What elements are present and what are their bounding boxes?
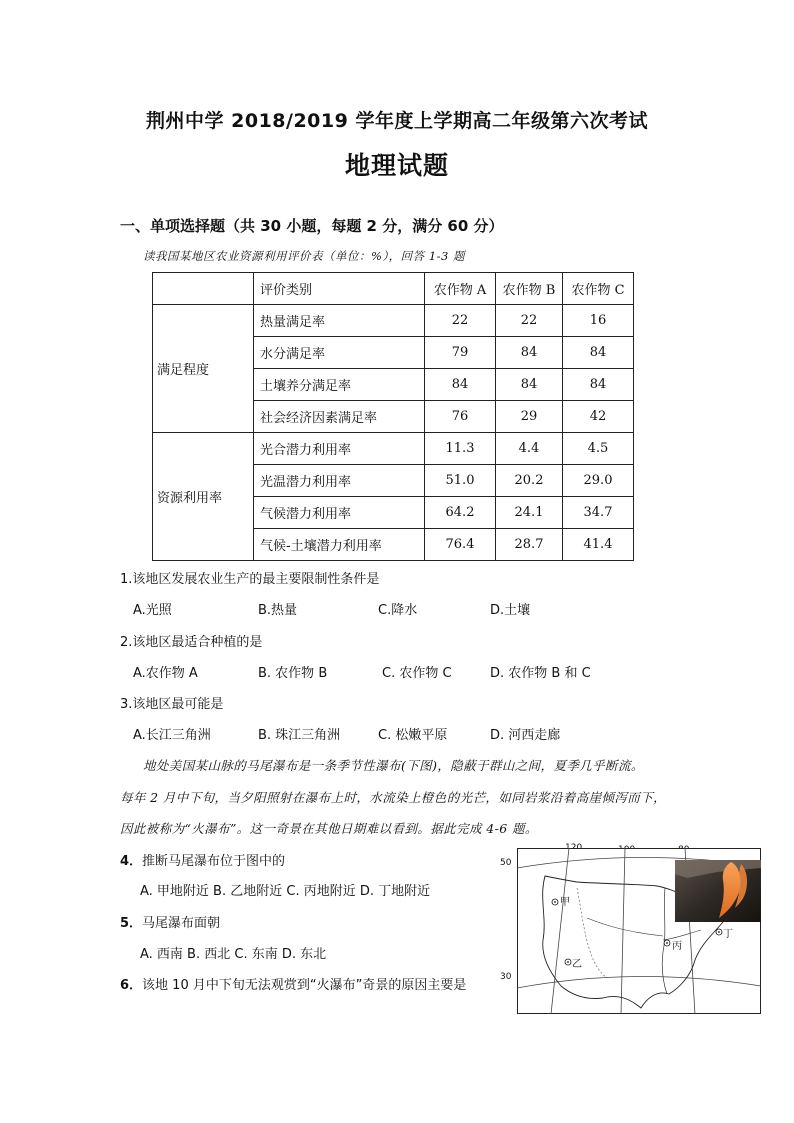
subject-title: 地理试题 <box>344 151 449 180</box>
evaluation-table <box>152 272 634 561</box>
row-label: 光合潜力利用率 <box>254 433 425 465</box>
table-cell: 84 <box>563 369 634 401</box>
table-header-cell: 农作物 C <box>563 273 634 305</box>
section-heading: 一、单项选择题（共 30 小题，每题 2 分，满分 60 分） <box>120 217 504 235</box>
row-label: 气候-土壤潜力利用率 <box>254 529 425 561</box>
place-label-yi: 乙 <box>572 959 582 970</box>
passage-line-1: 地处美国某山脉的马尾瀑布是一条季节性瀑布(下图)，隐蔽于群山之间，夏季几乎断流。 <box>143 758 644 773</box>
table-cell: 11.3 <box>425 433 496 465</box>
table-cell: 24.1 <box>496 497 563 529</box>
q3-option-d[interactable]: D. 河西走廊 <box>490 728 561 743</box>
row-label: 气候潜力利用率 <box>254 497 425 529</box>
table-cell: 29 <box>496 401 563 433</box>
question-6-text: 该地 10 月中下旬无法观赏到“火瀑布”奇景的原因主要是 <box>142 978 467 993</box>
table-row <box>153 433 634 465</box>
table-cell: 22 <box>496 305 563 337</box>
question-1-stem: 1.该地区发展农业生产的最主要限制性条件是 <box>120 572 380 587</box>
table-cell: 51.0 <box>425 465 496 497</box>
table-cell: 84 <box>563 337 634 369</box>
q2-option-b[interactable]: B. 农作物 B <box>258 666 328 681</box>
table-cell: 42 <box>563 401 634 433</box>
table-cell: 84 <box>496 337 563 369</box>
table-cell: 4.5 <box>563 433 634 465</box>
table-cell: 41.4 <box>563 529 634 561</box>
table-header-cell: 评价类别 <box>254 273 425 305</box>
q2-option-d[interactable]: D. 农作物 B 和 C <box>490 666 591 681</box>
table-cell: 20.2 <box>496 465 563 497</box>
table-cell: 76.4 <box>425 529 496 561</box>
question-4-text: 推断马尾瀑布位于图中的 <box>142 854 286 869</box>
row-label: 水分满足率 <box>254 337 425 369</box>
row-label: 土壤养分满足率 <box>254 369 425 401</box>
table-cell: 22 <box>425 305 496 337</box>
table-cell: 29.0 <box>563 465 634 497</box>
table-intro: 读我国某地区农业资源利用评价表（单位：%），回答 1-3 题 <box>143 249 466 263</box>
table-header-cell: 农作物 B <box>496 273 563 305</box>
table-cell: 4.4 <box>496 433 563 465</box>
question-5-stem <box>120 912 220 931</box>
q1-option-a[interactable]: A.光照 <box>133 603 172 618</box>
place-label-jia: 甲 <box>560 897 570 908</box>
q2-option-a[interactable]: A.农作物 A <box>133 666 198 681</box>
table-corner-cell <box>153 273 254 305</box>
exam-title: 荆州中学 2018/2019 学年度上学期高二年级第六次考试 <box>146 110 648 132</box>
table-cell: 28.7 <box>496 529 563 561</box>
table-cell: 34.7 <box>563 497 634 529</box>
table-row <box>153 305 634 337</box>
group-label: 满足程度 <box>153 305 254 433</box>
q1-option-c[interactable]: C.降水 <box>378 603 418 618</box>
question-5-text: 马尾瀑布面朝 <box>142 916 221 931</box>
q3-option-b[interactable]: B. 珠江三角洲 <box>258 728 341 743</box>
table-cell: 79 <box>425 337 496 369</box>
question-4-stem <box>120 850 285 869</box>
question-6-stem <box>120 974 466 993</box>
horsetail-fall-photo <box>675 860 761 922</box>
table-header-cell: 农作物 A <box>425 273 496 305</box>
q1-option-b[interactable]: B.热量 <box>258 603 298 618</box>
q2-option-c[interactable]: C. 农作物 C <box>382 666 452 681</box>
row-label: 热量满足率 <box>254 305 425 337</box>
passage-line-2: 每年 2 月中下旬，当夕阳照射在瀑布上时，水流染上橙色的光芒，如同岩浆沿着高崖倾泻而下， <box>120 790 667 805</box>
table-cell: 84 <box>496 369 563 401</box>
q3-option-a[interactable]: A.长江三角洲 <box>133 728 211 743</box>
row-label: 社会经济因素满足率 <box>254 401 425 433</box>
q1-option-d[interactable]: D.土壤 <box>490 603 531 618</box>
passage-line-3: 因此被称为“火瀑布”。这一奇景在其他日期难以看到。据此完成 4-6 题。 <box>120 821 538 836</box>
question-3-stem: 3.该地区最可能是 <box>120 697 224 712</box>
place-label-bing: 丙 <box>672 941 682 952</box>
question-4-number: 4． <box>120 854 143 869</box>
place-label-ding: 丁 <box>723 929 733 940</box>
table-cell: 16 <box>563 305 634 337</box>
q5-options[interactable]: A. 西南 B. 西北 C. 东南 D. 东北 <box>140 947 327 962</box>
question-6-number: 6． <box>120 978 143 993</box>
row-label: 光温潜力利用率 <box>254 465 425 497</box>
q3-option-c[interactable]: C. 松嫩平原 <box>378 728 448 743</box>
lat-50-label: 50 <box>500 858 512 868</box>
question-2-stem: 2.该地区最适合种植的是 <box>120 635 263 650</box>
lat-30-label: 30 <box>500 972 512 982</box>
table-cell: 76 <box>425 401 496 433</box>
table-header-row <box>153 273 634 305</box>
q4-options[interactable]: A. 甲地附近 B. 乙地附近 C. 丙地附近 D. 丁地附近 <box>140 884 431 899</box>
table-cell: 84 <box>425 369 496 401</box>
group-label: 资源利用率 <box>153 433 254 561</box>
table-cell: 64.2 <box>425 497 496 529</box>
question-5-number: 5． <box>120 916 143 931</box>
